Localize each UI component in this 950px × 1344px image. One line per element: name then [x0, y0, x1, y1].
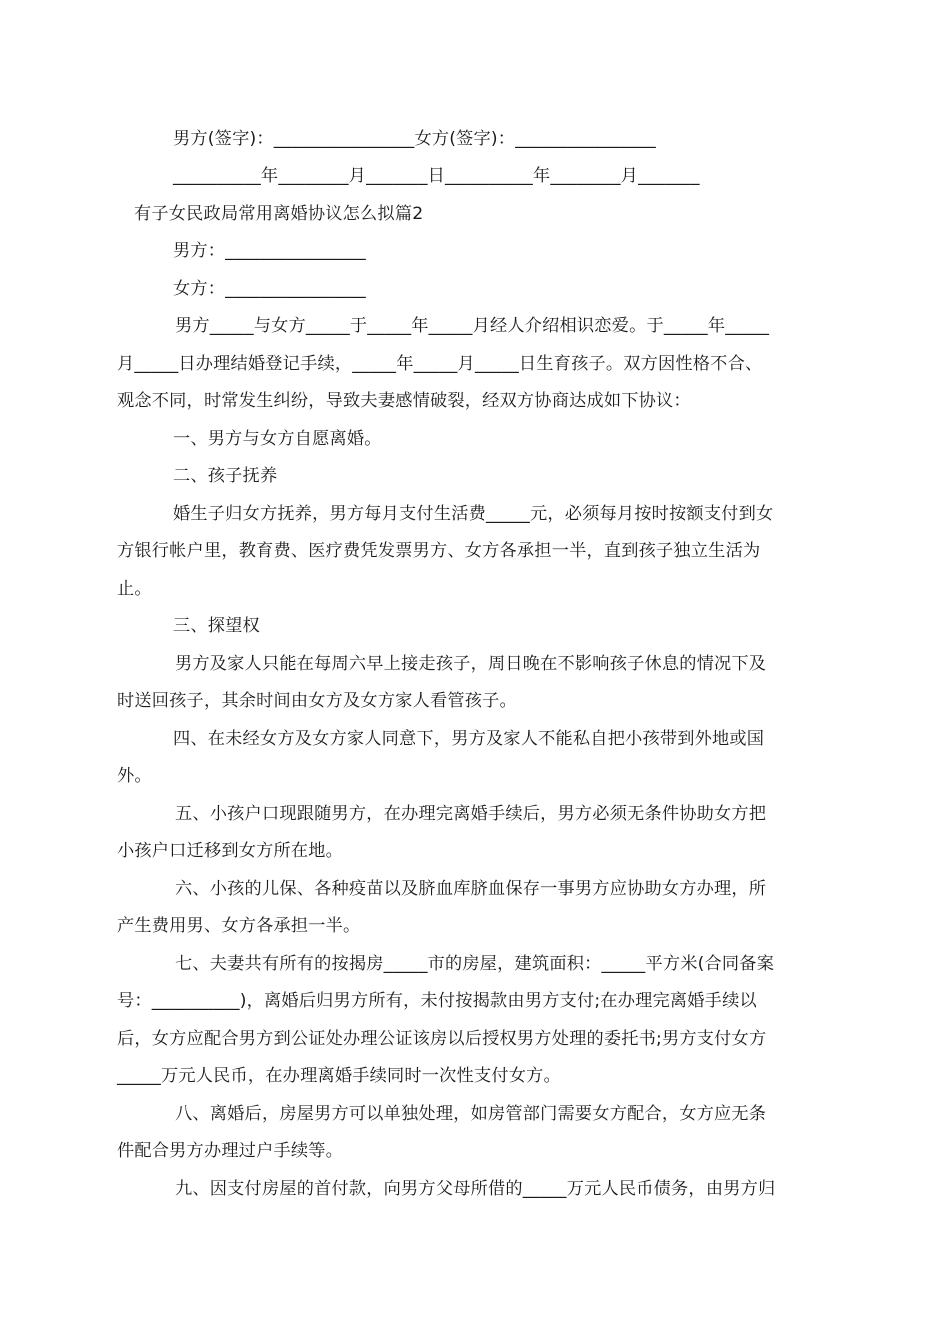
- male-party-line: 男方：________________: [173, 241, 366, 261]
- clause-3-title: 三、探望权: [173, 616, 260, 636]
- clause-7-line: 号：__________)，离婚后归男方所有，未付按揭款由男方支付;在办理完离婚手续以: [117, 991, 757, 1011]
- clause-9-line: 九、因支付房屋的首付款，向男方父母所借的_____万元人民币债务，由男方归: [175, 1179, 776, 1199]
- section-title: 有子女民政局常用离婚协议怎么拟篇2: [134, 204, 424, 224]
- clause-3-line: 男方及家人只能在每周六早上接走孩子，周日晚在不影响孩子休息的情况下及: [175, 654, 767, 674]
- female-party-line: 女方：________________: [173, 279, 366, 299]
- clause-1: 一、男方与女方自愿离婚。: [173, 429, 382, 449]
- clause-6-line: 六、小孩的儿保、各种疫苗以及脐血库脐血保存一事男方应协助女方办理，所: [175, 879, 767, 899]
- date-line: __________年________月_______日__________年________月_______: [173, 166, 700, 186]
- clause-5-line: 五、小孩户口现跟随男方，在办理完离婚手续后，男方必须无条件协助女方把: [175, 804, 767, 824]
- clause-7-line: 后，女方应配合男方到公证处办理公证该房以后授权男方处理的委托书;男方支付女方: [117, 1029, 767, 1049]
- clause-6-line: 产生费用男、女方各承担一半。: [117, 916, 361, 936]
- intro-line: 月_____日办理结婚登记手续，_____年_____月_____日生育孩子。双方因性格不合、: [117, 354, 763, 374]
- clause-2-line: 止。: [117, 579, 152, 599]
- clause-7-line: _____万元人民币，在办理离婚手续同时一次性支付女方。: [117, 1066, 561, 1086]
- clause-4-line: 外。: [117, 766, 152, 786]
- clause-2-title: 二、孩子抚养: [173, 466, 278, 486]
- clause-2-line: 方银行帐户里，教育费、医疗费凭发票男方、女方各承担一半，直到孩子独立生活为: [117, 541, 761, 561]
- clause-2-line: 婚生子归女方抚养，男方每月支付生活费_____元，必须每月按时按额支付到女: [173, 504, 774, 524]
- clause-4-line: 四、在未经女方及女方家人同意下，男方及家人不能私自把小孩带到外地或国: [173, 729, 765, 749]
- signature-line: 男方(签字)：________________女方(签字)：________________: [173, 129, 656, 149]
- clause-8-line: 八、离婚后，房屋男方可以单独处理，如房管部门需要女方配合，女方应无条: [175, 1104, 767, 1124]
- clause-7-line: 七、夫妻共有所有的按揭房_____市的房屋，建筑面积：_____平方米(合同备案: [175, 954, 775, 974]
- intro-line: 男方_____与女方_____于_____年_____月经人介绍相识恋爱。于_____年_____: [175, 316, 770, 336]
- clause-3-line: 时送回孩子，其余时间由女方及女方家人看管孩子。: [117, 691, 517, 711]
- clause-5-line: 小孩户口迁移到女方所在地。: [117, 841, 344, 861]
- clause-8-line: 件配合男方办理过户手续等。: [117, 1141, 344, 1161]
- intro-line: 观念不同，时常发生纠纷，导致夫妻感情破裂，经双方协商达成如下协议：: [117, 391, 691, 411]
